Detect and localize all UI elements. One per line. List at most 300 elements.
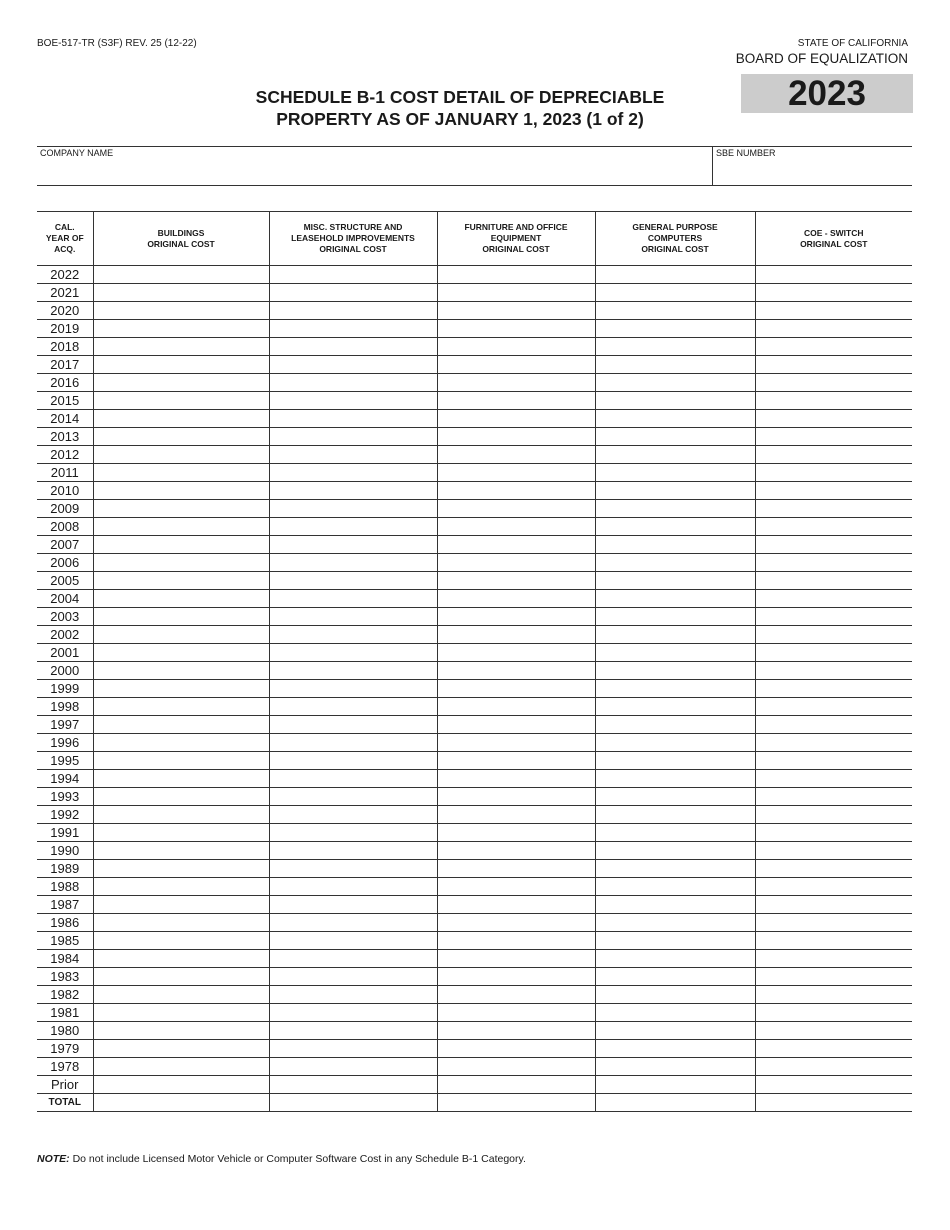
computers-cost-cell[interactable] [595,1058,755,1076]
year-cell: 1980 [37,1022,93,1040]
buildings-cost-cell[interactable] [93,320,269,338]
computers-cost-cell[interactable] [595,878,755,896]
furniture-cost-cell[interactable] [437,356,595,374]
buildings-cost-cell[interactable] [93,284,269,302]
header-text-line: ORIGINAL COST [147,238,215,249]
buildings-cost-cell[interactable] [93,734,269,752]
furniture-cost-cell[interactable] [437,536,595,554]
coe-switch-cost-cell[interactable] [755,518,912,536]
buildings-cost-cell[interactable] [93,986,269,1004]
misc-structure-cost-cell[interactable] [269,320,437,338]
coe-switch-cost-cell[interactable] [755,680,912,698]
header-text-line: COE - SWITCH [804,227,864,238]
misc-structure-cost-cell[interactable] [269,986,437,1004]
coe-switch-cost-cell[interactable] [755,716,912,734]
year-cell: 1993 [37,788,93,806]
coe-switch-cost-cell[interactable] [755,482,912,500]
buildings-cost-cell[interactable] [93,788,269,806]
year-cell: 1983 [37,968,93,986]
coe-switch-cost-cell[interactable] [755,644,912,662]
furniture-cost-cell[interactable] [437,626,595,644]
coe-switch-cost-cell[interactable] [755,302,912,320]
computers-cost-cell[interactable] [595,608,755,626]
buildings-cost-cell[interactable] [93,518,269,536]
buildings-cost-cell[interactable] [93,824,269,842]
year-cell: 2022 [37,266,93,284]
buildings-cost-cell[interactable] [93,1022,269,1040]
furniture-cost-cell[interactable] [437,338,595,356]
misc-structure-cost-cell[interactable] [269,1076,437,1094]
furniture-cost-cell[interactable] [437,968,595,986]
coe-switch-cost-cell[interactable] [755,878,912,896]
coe-switch-cost-cell[interactable] [755,1004,912,1022]
year-column-header [37,212,93,266]
computers-cost-cell[interactable] [595,806,755,824]
total-misc-structure-cost-cell[interactable] [269,1094,437,1112]
furniture-cost-cell[interactable] [437,1058,595,1076]
table-row [37,302,912,320]
computers-cost-cell[interactable] [595,842,755,860]
computers-cost-cell[interactable] [595,698,755,716]
coe-switch-cost-cell[interactable] [755,950,912,968]
footer-note [37,1153,526,1165]
misc-structure-cost-cell[interactable] [269,806,437,824]
coe-switch-cost-cell[interactable] [755,770,912,788]
computers-cost-cell[interactable] [595,284,755,302]
furniture-cost-cell[interactable] [437,266,595,284]
table-row [37,788,912,806]
furniture-cost-cell[interactable] [437,680,595,698]
misc-structure-cost-cell[interactable] [269,482,437,500]
computers-cost-cell[interactable] [595,752,755,770]
buildings-cost-cell[interactable] [93,968,269,986]
buildings-cost-cell[interactable] [93,482,269,500]
computers-cost-cell[interactable] [595,950,755,968]
coe-switch-cost-cell[interactable] [755,986,912,1004]
misc-structure-cost-cell[interactable] [269,374,437,392]
buildings-cost-cell[interactable] [93,572,269,590]
cost-detail-table [37,211,912,1112]
computers-cost-cell[interactable] [595,716,755,734]
coe-switch-cost-cell[interactable] [755,860,912,878]
furniture-cost-cell[interactable] [437,896,595,914]
buildings-cost-cell[interactable] [93,878,269,896]
buildings-cost-cell[interactable] [93,410,269,428]
year-cell: Prior [37,1076,93,1094]
misc-structure-cost-cell[interactable] [269,752,437,770]
buildings-cost-cell[interactable] [93,716,269,734]
furniture-cost-cell[interactable] [437,464,595,482]
misc-structure-cost-cell[interactable] [269,860,437,878]
computers-cost-cell[interactable] [595,626,755,644]
buildings-cost-cell[interactable] [93,1040,269,1058]
header-text-line: ORIGINAL COST [482,244,550,254]
year-cell: 2016 [37,374,93,392]
misc-structure-cost-cell[interactable] [269,968,437,986]
buildings-cost-cell[interactable] [93,752,269,770]
header-text-line: GENERAL PURPOSE [632,222,718,232]
furniture-cost-cell[interactable] [437,572,595,590]
year-cell: 2009 [37,500,93,518]
misc-structure-cost-cell[interactable] [269,842,437,860]
misc-structure-cost-cell[interactable] [269,662,437,680]
table-row [37,1040,912,1058]
misc-structure-cost-cell[interactable] [269,266,437,284]
furniture-cost-cell[interactable] [437,932,595,950]
buildings-cost-cell[interactable] [93,842,269,860]
misc-structure-cost-cell[interactable] [269,626,437,644]
table-header-row [37,212,912,266]
misc-structure-cost-cell[interactable] [269,284,437,302]
year-cell: 1995 [37,752,93,770]
furniture-cost-cell[interactable] [437,734,595,752]
computers-cost-cell[interactable] [595,986,755,1004]
furniture-cost-cell[interactable] [437,482,595,500]
buildings-cost-cell[interactable] [93,662,269,680]
computers-cost-cell[interactable] [595,410,755,428]
buildings-cost-cell[interactable] [93,302,269,320]
computers-cost-cell[interactable] [595,374,755,392]
computers-cost-cell[interactable] [595,824,755,842]
furniture-cost-cell[interactable] [437,374,595,392]
coe-switch-cost-cell[interactable] [755,266,912,284]
misc-structure-cost-cell[interactable] [269,590,437,608]
misc-structure-cost-cell[interactable] [269,950,437,968]
computers-cost-cell[interactable] [595,1022,755,1040]
table-row [37,806,912,824]
coe-switch-cost-cell[interactable] [755,1040,912,1058]
computers-cost-cell[interactable] [595,770,755,788]
table-row [37,1076,912,1094]
coe-switch-cost-cell[interactable] [755,338,912,356]
table-body [37,266,912,1112]
computers-cost-cell[interactable] [595,428,755,446]
table-row [37,644,912,662]
misc-structure-cost-cell[interactable] [269,914,437,932]
computers-cost-cell[interactable] [595,464,755,482]
header-text-line: EQUIPMENT [490,233,542,243]
table-row [37,626,912,644]
furniture-cost-cell[interactable] [437,1076,595,1094]
coe-switch-cost-cell[interactable] [755,374,912,392]
misc-structure-column-header [269,212,437,266]
year-cell: 1990 [37,842,93,860]
computers-cost-cell[interactable] [595,554,755,572]
furniture-cost-cell[interactable] [437,662,595,680]
buildings-cost-cell[interactable] [93,1058,269,1076]
computers-cost-cell[interactable] [595,788,755,806]
company-name-field[interactable] [37,147,713,185]
coe-switch-cost-cell[interactable] [755,968,912,986]
furniture-cost-cell[interactable] [437,1040,595,1058]
table-row [37,698,912,716]
computers-cost-cell[interactable] [595,446,755,464]
misc-structure-cost-cell[interactable] [269,572,437,590]
title-line-2: PROPERTY AS OF JANUARY 1, 2023 (1 of 2) [276,109,644,129]
state-label: STATE OF CALIFORNIA [797,38,908,49]
misc-structure-cost-cell[interactable] [269,338,437,356]
computers-cost-cell[interactable] [595,1004,755,1022]
furniture-cost-cell[interactable] [437,806,595,824]
total-furniture-cost-cell[interactable] [437,1094,595,1112]
furniture-cost-cell[interactable] [437,842,595,860]
furniture-cost-cell[interactable] [437,878,595,896]
year-cell: 1988 [37,878,93,896]
table-row [37,752,912,770]
table-row [37,392,912,410]
buildings-cost-cell[interactable] [93,464,269,482]
coe-switch-cost-cell[interactable] [755,914,912,932]
furniture-cost-cell[interactable] [437,410,595,428]
coe-switch-cost-cell[interactable] [755,428,912,446]
misc-structure-cost-cell[interactable] [269,878,437,896]
misc-structure-cost-cell[interactable] [269,302,437,320]
buildings-cost-cell[interactable] [93,860,269,878]
buildings-cost-cell[interactable] [93,554,269,572]
coe-switch-cost-cell[interactable] [755,536,912,554]
coe-switch-cost-cell[interactable] [755,590,912,608]
coe-switch-cost-cell[interactable] [755,410,912,428]
buildings-cost-cell[interactable] [93,500,269,518]
computers-cost-cell[interactable] [595,320,755,338]
coe-switch-cost-cell[interactable] [755,698,912,716]
table-row [37,770,912,788]
coe-switch-cost-cell[interactable] [755,932,912,950]
furniture-cost-cell[interactable] [437,320,595,338]
misc-structure-cost-cell[interactable] [269,896,437,914]
misc-structure-cost-cell[interactable] [269,554,437,572]
furniture-cost-cell[interactable] [437,284,595,302]
buildings-cost-cell[interactable] [93,770,269,788]
furniture-cost-cell[interactable] [437,986,595,1004]
misc-structure-cost-cell[interactable] [269,536,437,554]
computers-cost-cell[interactable] [595,968,755,986]
furniture-cost-cell[interactable] [437,824,595,842]
computers-cost-cell[interactable] [595,536,755,554]
year-cell: 2017 [37,356,93,374]
computers-cost-cell[interactable] [595,1076,755,1094]
furniture-cost-cell[interactable] [437,770,595,788]
computers-cost-cell[interactable] [595,302,755,320]
table-row [37,968,912,986]
year-cell: 2003 [37,608,93,626]
total-coe-switch-cost-cell[interactable] [755,1094,912,1112]
year-cell: 2004 [37,590,93,608]
buildings-cost-cell[interactable] [93,806,269,824]
coe-switch-cost-cell[interactable] [755,1076,912,1094]
coe-switch-cost-cell[interactable] [755,806,912,824]
misc-structure-cost-cell[interactable] [269,698,437,716]
computers-cost-cell[interactable] [595,1040,755,1058]
computers-cost-cell[interactable] [595,356,755,374]
coe-switch-cost-cell[interactable] [755,1022,912,1040]
misc-structure-cost-cell[interactable] [269,410,437,428]
coe-switch-cost-cell[interactable] [755,788,912,806]
coe-switch-cost-cell[interactable] [755,284,912,302]
computers-cost-cell[interactable] [595,392,755,410]
coe-switch-cost-cell[interactable] [755,662,912,680]
coe-switch-cost-cell[interactable] [755,446,912,464]
misc-structure-cost-cell[interactable] [269,734,437,752]
coe-switch-cost-cell[interactable] [755,392,912,410]
computers-cost-cell[interactable] [595,662,755,680]
misc-structure-cost-cell[interactable] [269,446,437,464]
computers-cost-cell[interactable] [595,734,755,752]
furniture-cost-cell[interactable] [437,914,595,932]
table-row [37,662,912,680]
buildings-cost-cell[interactable] [93,932,269,950]
coe-switch-cost-cell[interactable] [755,356,912,374]
coe-switch-cost-cell[interactable] [755,896,912,914]
coe-switch-cost-cell[interactable] [755,734,912,752]
misc-structure-cost-cell[interactable] [269,824,437,842]
total-buildings-cost-cell[interactable] [93,1094,269,1112]
computers-cost-cell[interactable] [595,518,755,536]
buildings-cost-cell[interactable] [93,896,269,914]
misc-structure-cost-cell[interactable] [269,680,437,698]
computers-cost-cell[interactable] [595,572,755,590]
furniture-cost-cell[interactable] [437,392,595,410]
buildings-cost-cell[interactable] [93,644,269,662]
coe-switch-cost-cell[interactable] [755,824,912,842]
table-row [37,680,912,698]
computers-cost-cell[interactable] [595,500,755,518]
furniture-cost-cell[interactable] [437,1022,595,1040]
furniture-cost-cell[interactable] [437,500,595,518]
buildings-cost-cell[interactable] [93,698,269,716]
year-cell: 1978 [37,1058,93,1076]
computers-cost-cell[interactable] [595,932,755,950]
header-text-line: YEAR OF [45,233,84,243]
table-row [37,410,912,428]
furniture-cost-cell[interactable] [437,446,595,464]
misc-structure-cost-cell[interactable] [269,428,437,446]
coe-switch-cost-cell[interactable] [755,608,912,626]
coe-switch-cost-cell[interactable] [755,500,912,518]
misc-structure-cost-cell[interactable] [269,644,437,662]
computers-cost-cell[interactable] [595,338,755,356]
computers-cost-cell[interactable] [595,644,755,662]
computers-cost-cell[interactable] [595,896,755,914]
misc-structure-cost-cell[interactable] [269,1058,437,1076]
buildings-cost-cell[interactable] [93,1004,269,1022]
furniture-cost-cell[interactable] [437,428,595,446]
buildings-cost-cell[interactable] [93,374,269,392]
furniture-cost-cell[interactable] [437,302,595,320]
table-row [37,536,912,554]
table-row [37,986,912,1004]
misc-structure-cost-cell[interactable] [269,500,437,518]
table-row [37,1058,912,1076]
year-cell: 2000 [37,662,93,680]
tax-year-badge: 2023 [741,74,913,113]
furniture-cost-cell[interactable] [437,698,595,716]
header-text-line: ACQ. [54,244,76,254]
sbe-number-field[interactable] [713,147,912,185]
table-row [37,338,912,356]
misc-structure-cost-cell[interactable] [269,716,437,734]
year-cell: 1985 [37,932,93,950]
furniture-cost-cell[interactable] [437,590,595,608]
misc-structure-cost-cell[interactable] [269,770,437,788]
misc-structure-cost-cell[interactable] [269,788,437,806]
coe-switch-cost-cell[interactable] [755,626,912,644]
coe-switch-cost-cell[interactable] [755,752,912,770]
year-cell: 2021 [37,284,93,302]
buildings-cost-cell[interactable] [93,266,269,284]
furniture-cost-cell[interactable] [437,608,595,626]
furniture-cost-cell[interactable] [437,554,595,572]
furniture-cost-cell[interactable] [437,1004,595,1022]
note-text: Do not include Licensed Motor Vehicle or Computer Software Cost in any Schedule B-1 Category. [69,1153,526,1165]
computers-cost-cell[interactable] [595,266,755,284]
misc-structure-cost-cell[interactable] [269,608,437,626]
total-computers-cost-cell[interactable] [595,1094,755,1112]
year-cell: 2020 [37,302,93,320]
misc-structure-cost-cell[interactable] [269,1040,437,1058]
computers-cost-cell[interactable] [595,914,755,932]
buildings-cost-cell[interactable] [93,446,269,464]
company-name-label: COMPANY NAME [40,148,114,158]
buildings-cost-cell[interactable] [93,338,269,356]
furniture-cost-cell[interactable] [437,788,595,806]
buildings-cost-cell[interactable] [93,680,269,698]
misc-structure-cost-cell[interactable] [269,1022,437,1040]
misc-structure-cost-cell[interactable] [269,464,437,482]
coe-switch-cost-cell[interactable] [755,572,912,590]
coe-switch-cost-cell[interactable] [755,842,912,860]
furniture-cost-cell[interactable] [437,644,595,662]
table-row [37,1004,912,1022]
table-row [37,446,912,464]
computers-cost-cell[interactable] [595,482,755,500]
coe-switch-cost-cell[interactable] [755,1058,912,1076]
misc-structure-cost-cell[interactable] [269,1004,437,1022]
year-cell: 1997 [37,716,93,734]
buildings-cost-cell[interactable] [93,914,269,932]
furniture-cost-cell[interactable] [437,716,595,734]
buildings-cost-cell[interactable] [93,590,269,608]
computers-cost-cell[interactable] [595,680,755,698]
coe-switch-column-header [755,212,912,266]
coe-switch-cost-cell[interactable] [755,554,912,572]
furniture-cost-cell[interactable] [437,860,595,878]
coe-switch-cost-cell[interactable] [755,464,912,482]
table-row [37,428,912,446]
misc-structure-cost-cell[interactable] [269,392,437,410]
furniture-cost-cell[interactable] [437,752,595,770]
buildings-cost-cell[interactable] [93,428,269,446]
buildings-cost-cell[interactable] [93,356,269,374]
board-label: BOARD OF EQUALIZATION [735,50,908,66]
misc-structure-cost-cell[interactable] [269,932,437,950]
misc-structure-cost-cell[interactable] [269,356,437,374]
computers-cost-cell[interactable] [595,860,755,878]
misc-structure-cost-cell[interactable] [269,518,437,536]
furniture-cost-cell[interactable] [437,518,595,536]
buildings-cost-cell[interactable] [93,392,269,410]
computers-cost-cell[interactable] [595,590,755,608]
coe-switch-cost-cell[interactable] [755,320,912,338]
furniture-cost-cell[interactable] [437,950,595,968]
buildings-cost-cell[interactable] [93,608,269,626]
total-row [37,1094,912,1112]
buildings-cost-cell[interactable] [93,1076,269,1094]
year-cell: 2007 [37,536,93,554]
buildings-cost-cell[interactable] [93,626,269,644]
buildings-cost-cell[interactable] [93,536,269,554]
buildings-cost-cell[interactable] [93,950,269,968]
